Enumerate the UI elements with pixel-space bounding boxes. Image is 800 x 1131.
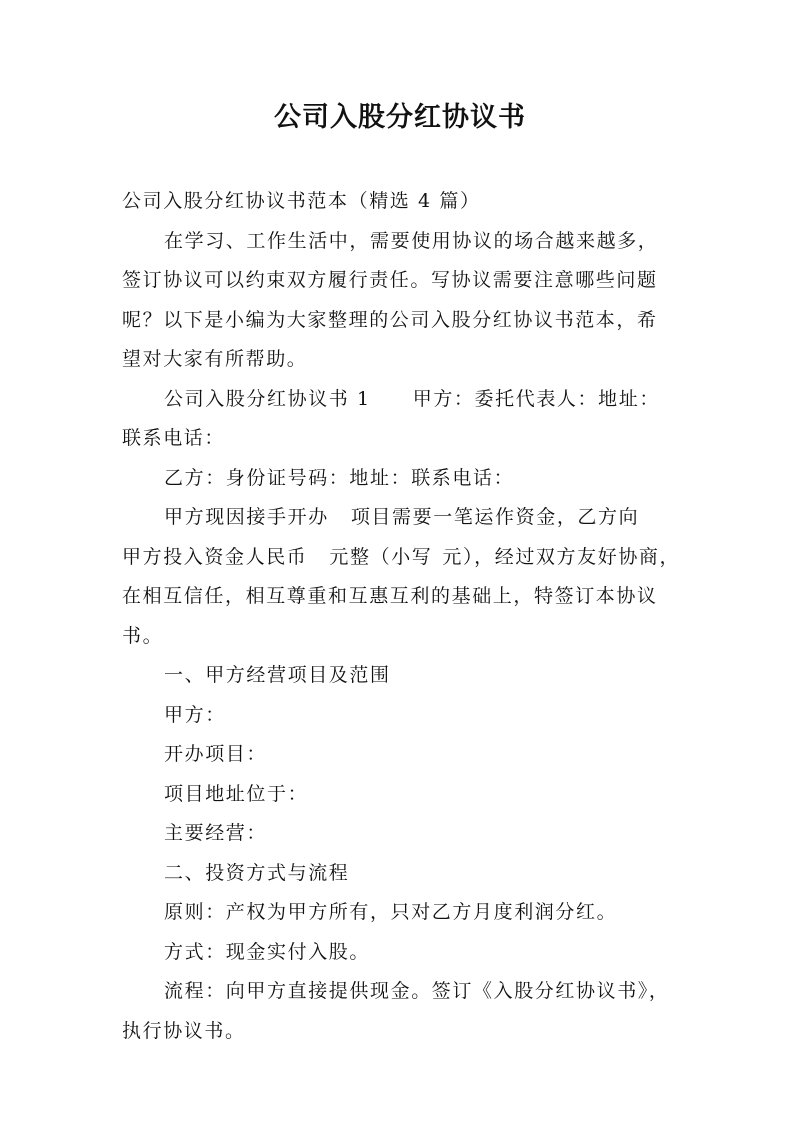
- intro-line: 呢？以下是小编为大家整理的公司入股分红协议书范本，希: [122, 308, 658, 331]
- intro-line: 签订协议可以约束双方履行责任。写协议需要注意哪些问题: [122, 269, 658, 291]
- text-segment: 元），经过双方友好协商，: [442, 545, 681, 568]
- section-heading: 二、投资方式与流程: [164, 861, 350, 884]
- paragraph-line: 书。: [122, 624, 164, 647]
- paragraph-line: [122, 538, 692, 578]
- party-b-line: 乙方：身份证号码：地址：联系电话：: [164, 466, 515, 489]
- document-body: [122, 182, 692, 1051]
- party-a-phone: 联系电话：: [122, 427, 226, 449]
- text-segment: 甲方现因接手开办: [164, 506, 329, 528]
- paragraph-line: [122, 498, 692, 538]
- document-subtitle: 公司入股分红协议书范本（精选 4 篇）: [122, 190, 481, 212]
- document-title: 公司入股分红协议书: [274, 102, 526, 133]
- section-item: 甲方：: [164, 703, 226, 726]
- intro-line: 望对大家有所帮助。: [122, 348, 308, 370]
- process-line: 执行协议书。: [122, 1019, 246, 1042]
- process-line: 流程：向甲方直接提供现金。签订《入股分红协议书》，: [164, 980, 670, 1002]
- section-item: 开办项目：: [164, 743, 268, 765]
- text-segment: 元整（小写: [329, 545, 433, 568]
- section-item: 方式：现金实付入股。: [164, 940, 371, 963]
- section-item: 项目地址位于：: [164, 782, 309, 805]
- paragraph-line: 在相互信任，相互尊重和互惠互利的基础上，特签订本协议: [122, 585, 658, 607]
- text-segment: 项目需要一笔运作资金，乙方向: [350, 506, 640, 528]
- agreement-heading: 公司入股分红协议书 1: [164, 387, 371, 410]
- intro-line: 在学习、工作生活中，需要使用协议的场合越来越多，: [164, 229, 659, 252]
- party-a-line: 甲方：委托代表人：地址：: [412, 387, 660, 410]
- section-item: 主要经营：: [164, 822, 268, 844]
- section-item: 原则：产权为甲方所有，只对乙方月度利润分红。: [164, 901, 618, 923]
- section-heading: 一、甲方经营项目及范围: [164, 664, 391, 686]
- agreement-header-line: [122, 380, 692, 420]
- text-segment: 甲方投入资金人民币: [122, 545, 308, 568]
